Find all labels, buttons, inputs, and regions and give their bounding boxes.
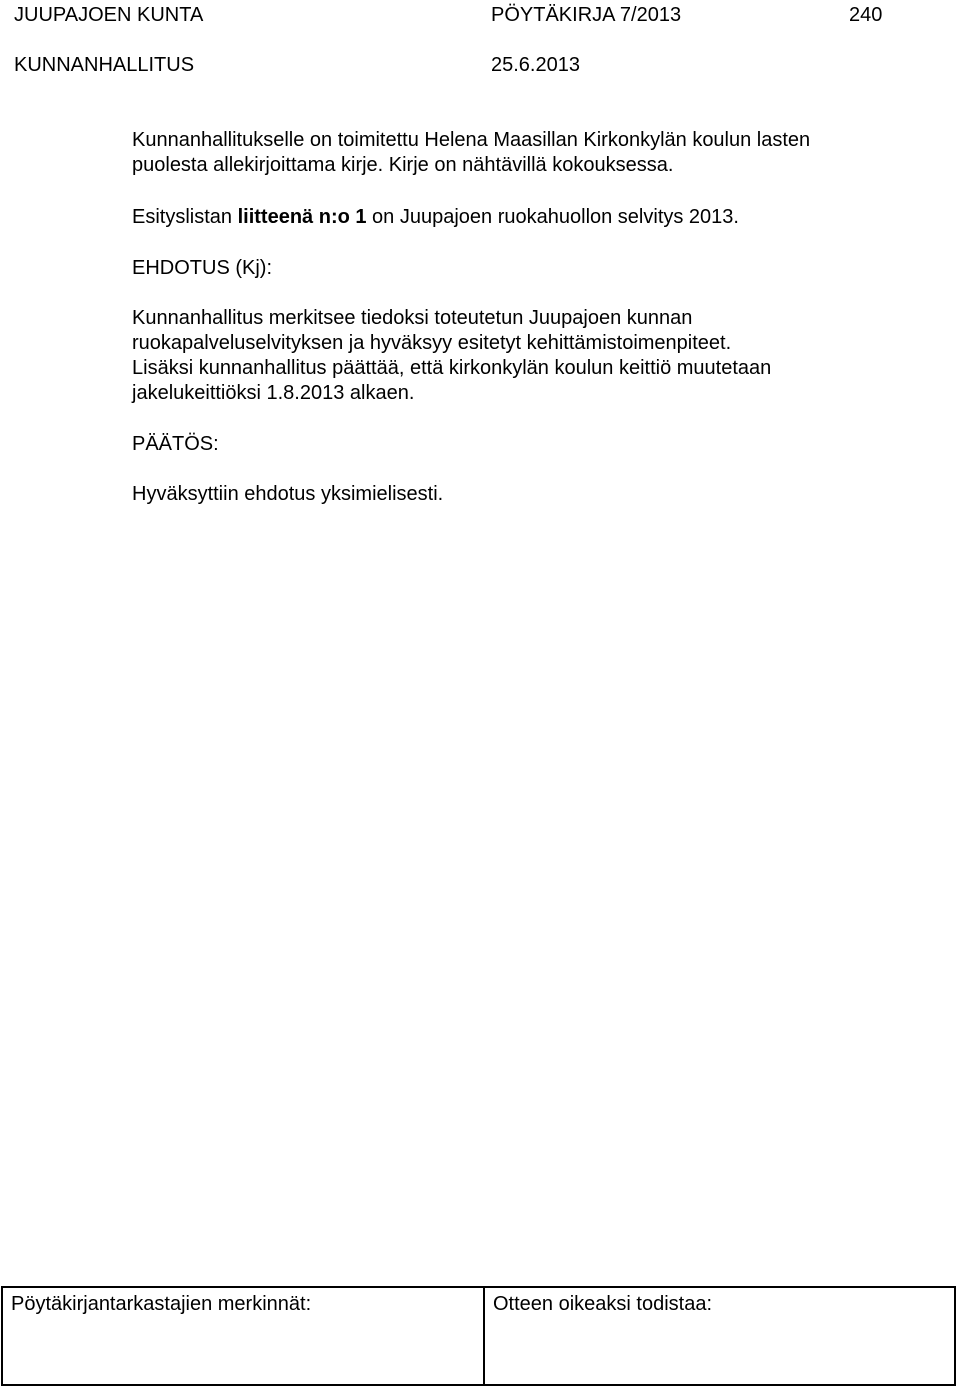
body-name: KUNNANHALLITUS: [14, 54, 195, 76]
decision-text: Hyväksyttiin ehdotus yksimielisesti.: [132, 483, 444, 505]
meeting-date: 25.6.2013: [491, 54, 580, 76]
paragraph-attachment: [132, 205, 892, 230]
proposal-line-3: Lisäksi kunnanhallitus päättää, että kirkonkylän koulun keittiö muutetaan: [132, 357, 772, 379]
reviewers-notes-label: Pöytäkirjantarkastajien merkinnät:: [11, 1293, 312, 1315]
signature-box: [1, 1286, 956, 1386]
attachment-suffix: on Juupajoen ruokahuollon selvitys 2013.: [366, 206, 739, 228]
decision-heading: PÄÄTÖS:: [132, 433, 219, 455]
document-number: PÖYTÄKIRJA 7/2013: [491, 4, 682, 26]
paragraph-letter-line-1: Kunnanhallitukselle on toimitettu Helena Maasillan Kirkonkylän koulun lasten: [132, 129, 811, 151]
attachment-prefix: Esityslistan: [132, 206, 238, 228]
page-number: 240: [849, 4, 883, 26]
signature-box-divider: [483, 1288, 485, 1384]
proposal-line-4: jakelukeittiöksi 1.8.2013 alkaen.: [132, 382, 415, 404]
proposal-line-2: ruokapalveluselvityksen ja hyväksyy esitetyt kehittämistoimenpiteet.: [132, 332, 732, 354]
proposal-heading: EHDOTUS (Kj):: [132, 257, 272, 279]
proposal-line-1: Kunnanhallitus merkitsee tiedoksi toteutetun Juupajoen kunnan: [132, 307, 693, 329]
paragraph-letter-line-2: puolesta allekirjoittama kirje. Kirje on nähtävillä kokouksessa.: [132, 154, 674, 176]
attachment-reference: liitteenä n:o 1: [237, 206, 367, 228]
certified-copy-label: Otteen oikeaksi todistaa:: [493, 1293, 713, 1315]
municipality-name: JUUPAJOEN KUNTA: [14, 4, 204, 26]
